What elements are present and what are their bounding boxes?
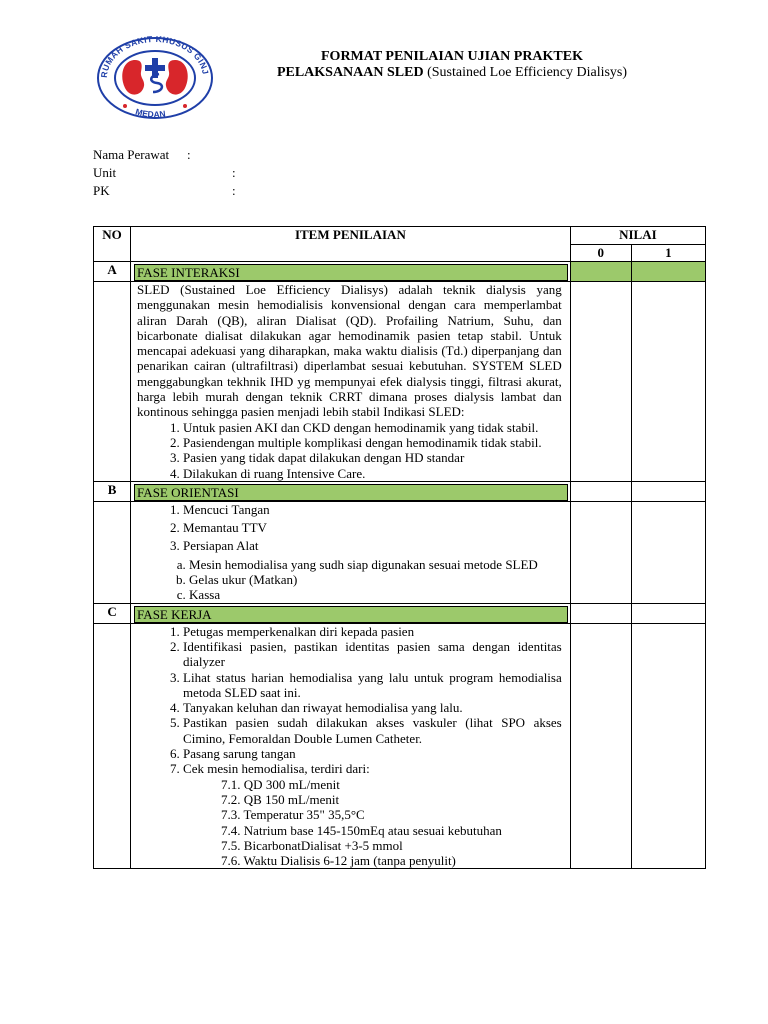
section-c-content-row xyxy=(94,623,706,869)
hospital-logo xyxy=(95,36,215,121)
list-item: 2. Memantau TTV xyxy=(183,520,562,535)
list-item: 1. Mencuci Tangan xyxy=(183,502,562,517)
section-b-list xyxy=(131,502,570,554)
score-cell xyxy=(570,603,631,623)
header-score-1: 1 xyxy=(631,245,705,262)
score-cell-0[interactable] xyxy=(570,282,631,482)
section-c-no: C xyxy=(94,603,131,623)
section-b-title: FASE ORIENTASI xyxy=(134,484,568,501)
info-colon: : xyxy=(232,165,236,180)
title-line-1: FORMAT PENILAIAN UJIAN PRAKTEK xyxy=(321,49,583,64)
score-cell-1[interactable] xyxy=(631,282,705,482)
list-item: 4. Dilakukan di ruang Intensive Care. xyxy=(183,466,562,481)
info-pk xyxy=(93,182,393,200)
section-b-title-cell xyxy=(131,481,571,501)
list-item: 2. Identifikasi pasien, pastikan identitas pasien sama dengan identitas dialyzer xyxy=(183,639,562,670)
section-c-title-row xyxy=(94,603,706,623)
logo-ring-text-top: RUMAH SAKIT KHUSUS GINJ xyxy=(98,36,211,79)
list-item: b. Gelas ukur (Matkan) xyxy=(189,572,562,587)
list-item: 3. Lihat status harian hemodialisa yang lalu untuk program hemodialisa metoda SLED saat ini. xyxy=(183,670,562,701)
section-a-no-empty xyxy=(94,282,131,482)
list-item: 5. Pastikan pasien sudah dilakukan akses vaskuler (lihat SPO akses Cimino, Femoraldan Double Lumen Catheter. xyxy=(183,715,562,746)
info-label: PK xyxy=(93,183,110,198)
score-cell xyxy=(570,262,631,282)
list-item: 7. Cek mesin hemodialisa, terdiri dari: xyxy=(183,761,562,776)
section-a-paragraph: SLED (Sustained Loe Efficiency Dialisys) adalah teknik dialysis yang menggunakan mesin hemodialisis konvensional dengan cara memperlambat aliran Darah (QB), aliran Dialisat (QD). Profailing Natrium, Suhu, dan bicarbonate dialisat dilakukan agar hemodinamik pasien tetap stabil. Untuk mencapai adekuasi yang diharapkan, maka waktu dialisis (Td.) diperpanjang dan penarikan cairan (ultrafiltrasi) diperlambat sesuai kebutuhan. SYSTEM SLED menggabungkan tekhnik IHD yg mempunyai efek dialysis tinggi, filtrasi akurat, harga lebih murah dengan teknik CRRT dimana proses dialysis lambat dan kontinous sehingga pasien menjadi lebih stabil Indikasi SLED: xyxy=(137,282,562,420)
score-cell xyxy=(631,481,705,501)
score-cell xyxy=(570,481,631,501)
section-a-title: FASE INTERAKSI xyxy=(134,264,568,281)
section-b-title-row xyxy=(94,481,706,501)
header-no: NO xyxy=(94,227,131,262)
section-c-list xyxy=(131,624,570,777)
logo-ring-text-bottom: MEDAN xyxy=(134,106,167,120)
list-item: 7.2. QB 150 mL/menit xyxy=(221,791,340,807)
list-item: 6. Pasang sarung tangan xyxy=(183,746,562,761)
section-a-content xyxy=(131,282,571,482)
section-b-sublist xyxy=(131,557,570,603)
score-cell-1[interactable] xyxy=(631,501,705,603)
section-a-list xyxy=(131,420,570,481)
document-title xyxy=(240,49,664,81)
section-b-content-row xyxy=(94,501,706,603)
section-c-sublist xyxy=(131,777,570,869)
section-b-no-empty xyxy=(94,501,131,603)
list-item: 4. Tanyakan keluhan dan riwayat hemodialisa yang lalu. xyxy=(183,700,562,715)
info-nama-perawat xyxy=(93,146,393,164)
header-score-0: 0 xyxy=(570,245,631,262)
list-item: c. Kassa xyxy=(189,587,562,602)
list-item: a. Mesin hemodialisa yang sudh siap digunakan sesuai metode SLED xyxy=(189,557,562,572)
info-unit xyxy=(93,164,393,182)
section-a-title-row xyxy=(94,262,706,282)
list-item: 7.1. QD 300 mL/menit xyxy=(221,776,340,792)
score-cell-0[interactable] xyxy=(570,623,631,869)
list-item: 3. Persiapan Alat xyxy=(183,538,562,553)
section-b-no: B xyxy=(94,481,131,501)
header-nilai: NILAI xyxy=(570,227,705,245)
section-c-content xyxy=(131,623,571,869)
list-item: 7.6. Waktu Dialisis 6-12 jam (tanpa penyulit) xyxy=(221,853,456,869)
list-item: 7.4. Natrium base 145-150mEq atau sesuai kebutuhan xyxy=(221,822,502,838)
score-cell xyxy=(631,262,705,282)
section-a-content-row xyxy=(94,282,706,482)
table-header-row xyxy=(94,227,706,245)
title-line-2: PELAKSANAAN SLED (Sustained Loe Efficiency Dialisys) xyxy=(276,65,628,80)
info-label: Nama Perawat xyxy=(93,147,170,162)
section-c-title-cell xyxy=(131,603,571,623)
score-cell xyxy=(631,603,705,623)
section-a-no: A xyxy=(94,262,131,282)
info-colon: : xyxy=(187,147,191,162)
list-item: 7.5. BicarbonatDialisat +3-5 mmol xyxy=(221,837,403,853)
info-colon: : xyxy=(232,183,236,198)
list-item: 7.3. Temperatur 35" 35,5°C xyxy=(221,807,365,823)
section-c-title: FASE KERJA xyxy=(134,606,568,623)
list-item: 1. Petugas memperkenalkan diri kepada pasien xyxy=(183,624,562,639)
info-label: Unit xyxy=(93,165,117,180)
list-item: 3. Pasien yang tidak dapat dilakukan dengan HD standar xyxy=(183,450,562,465)
score-cell-0[interactable] xyxy=(570,501,631,603)
section-b-content xyxy=(131,501,571,603)
nurse-info xyxy=(93,146,393,200)
list-item: 1. Untuk pasien AKI dan CKD dengan hemodinamik yang tidak stabil. xyxy=(183,420,562,435)
section-a-title-cell xyxy=(131,262,571,282)
assessment-table xyxy=(93,226,706,869)
list-item: 2. Pasiendengan multiple komplikasi dengan hemodinamik tidak stabil. xyxy=(183,435,562,450)
score-cell-1[interactable] xyxy=(631,623,705,869)
section-c-no-empty xyxy=(94,623,131,869)
header-item: ITEM PENILAIAN xyxy=(131,227,571,262)
